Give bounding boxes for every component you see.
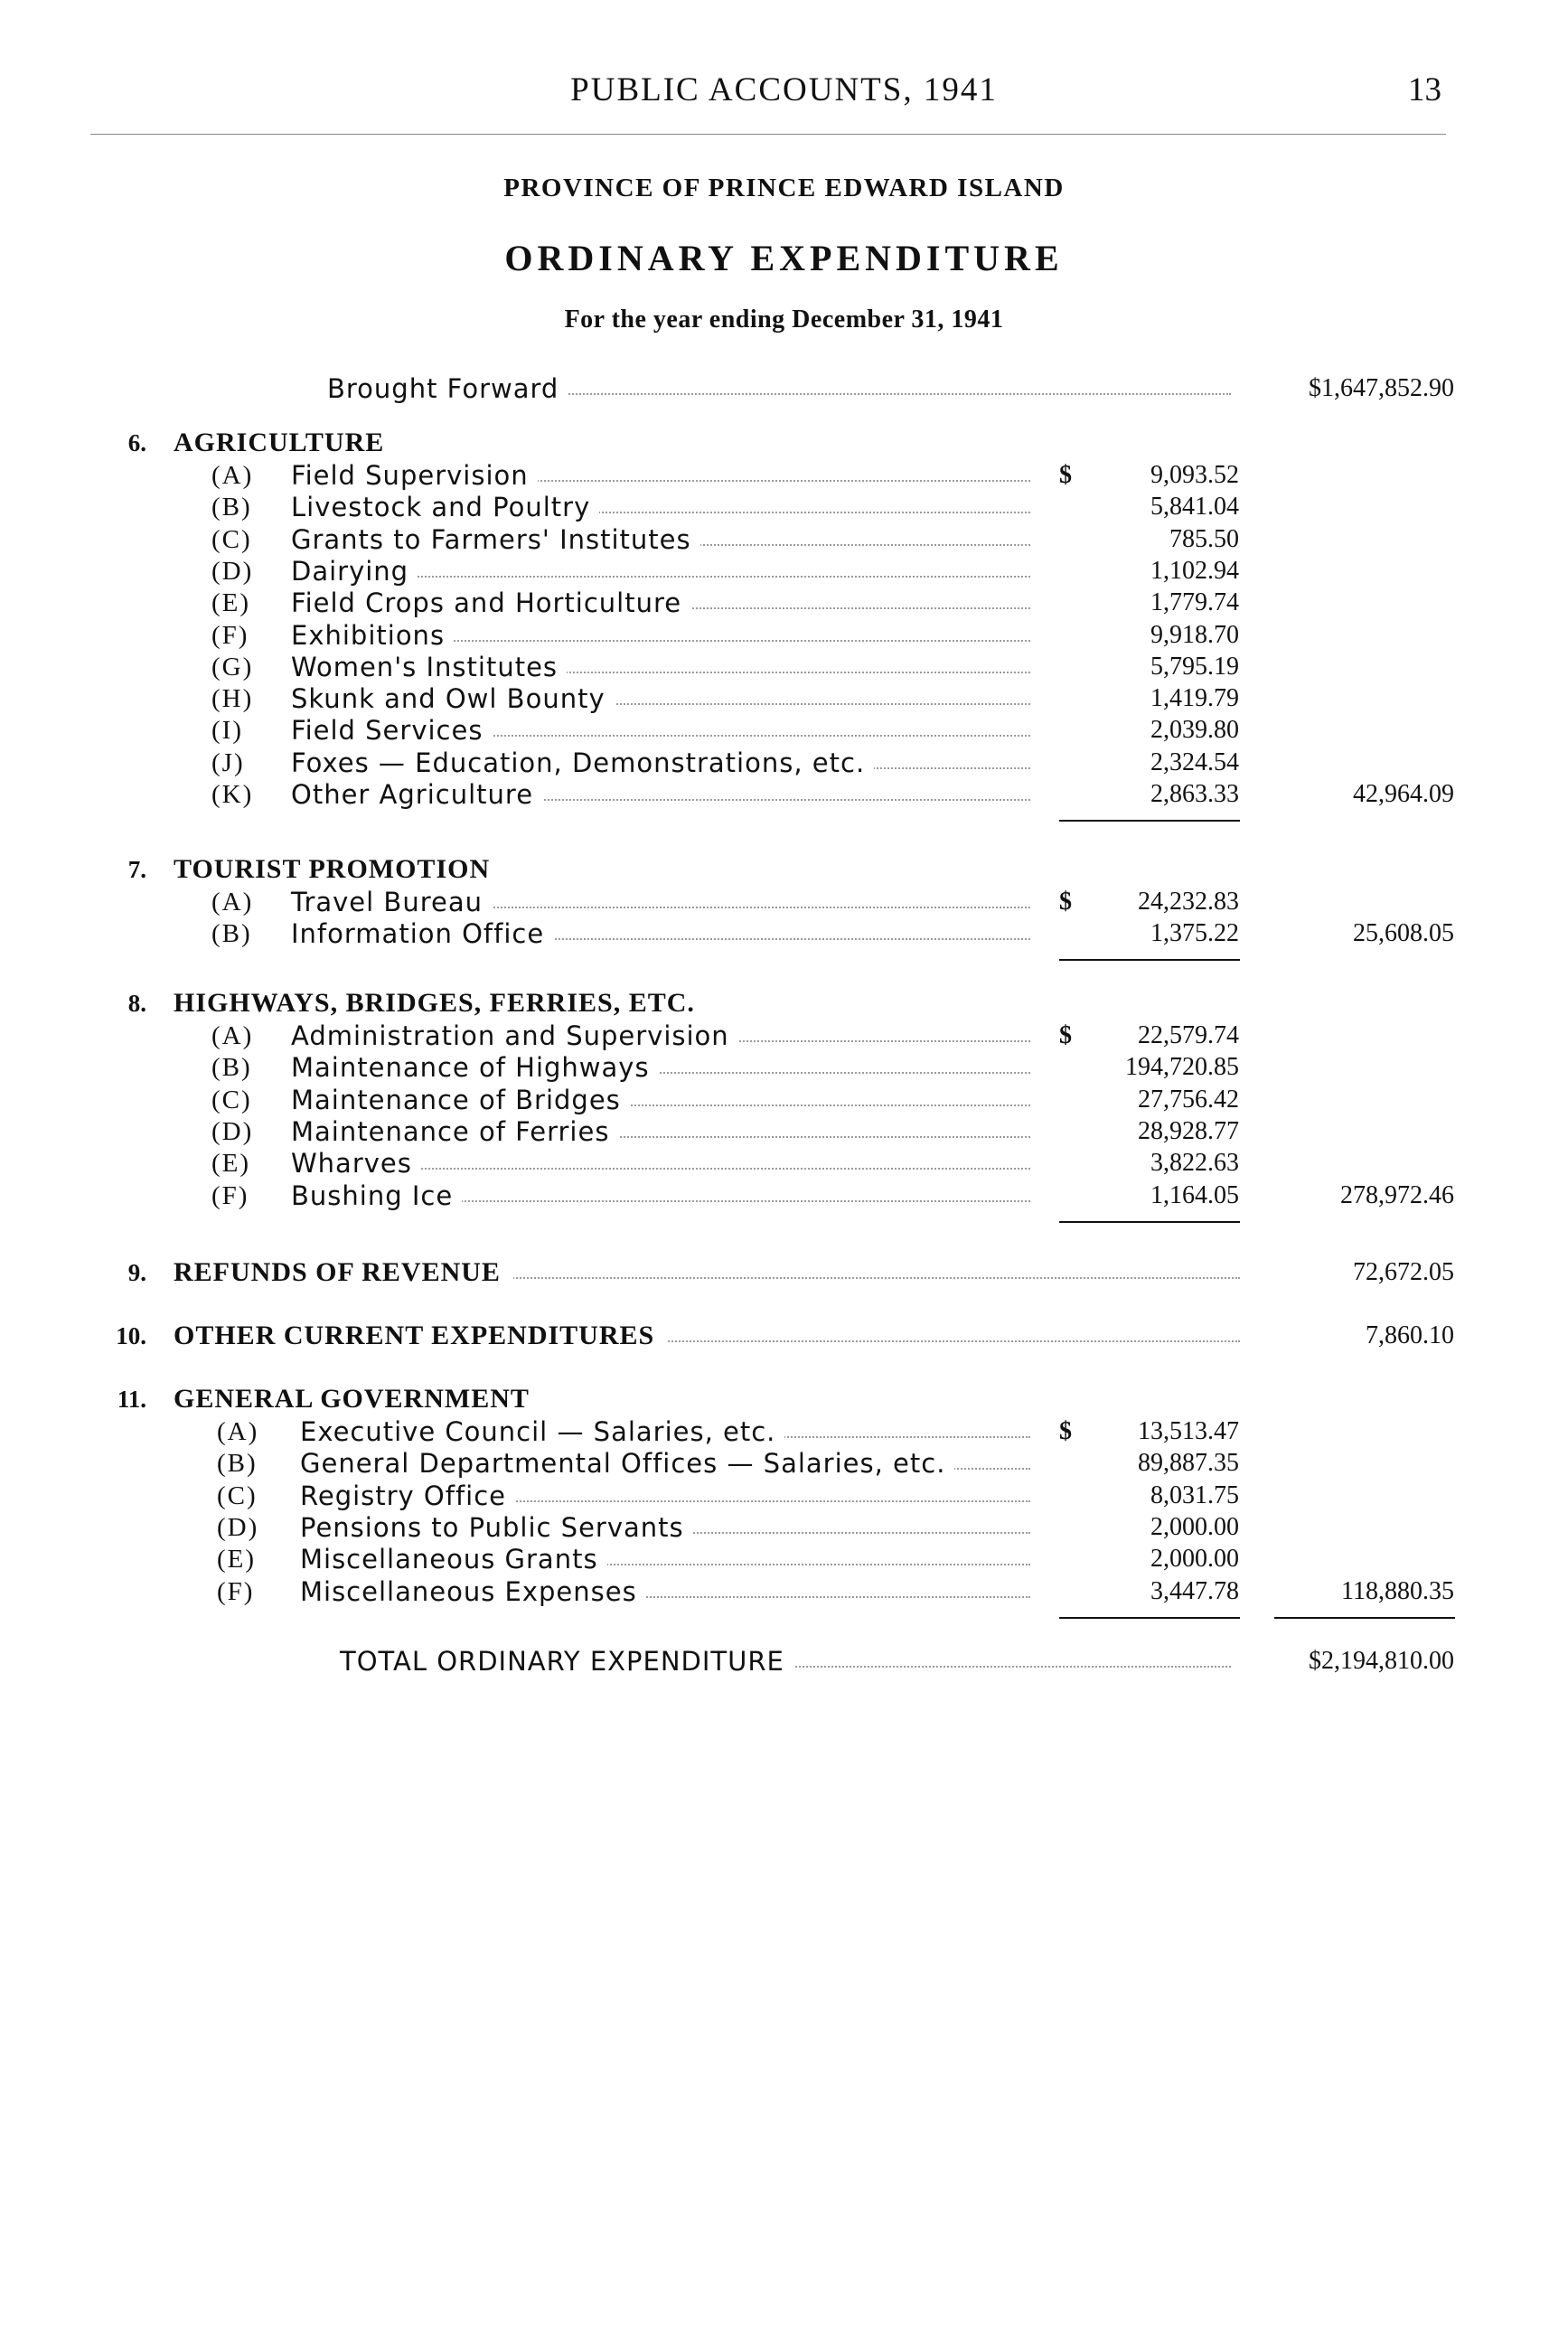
item-code: (A) (211, 461, 254, 490)
section-total: 25,608.05 (1353, 919, 1454, 948)
item-label: Field Crops and Horticulture (291, 587, 690, 619)
item-amount: 2,039.80 (1150, 716, 1239, 745)
item-amount: 5,795.19 (1150, 652, 1239, 681)
subtotal-rule (1059, 959, 1240, 961)
item-code: (D) (211, 556, 254, 586)
item-label: Exhibitions (291, 619, 454, 652)
grand-total-rule (1274, 1617, 1455, 1619)
brought-forward-row (0, 372, 1568, 405)
item-label: Field Supervision (291, 459, 538, 492)
item-leader (291, 778, 1030, 811)
item-leader (291, 1147, 1030, 1180)
item-leader (291, 619, 1030, 652)
line-item (0, 491, 1568, 523)
line-item (0, 886, 1568, 918)
section-title: AGRICULTURE (174, 427, 397, 459)
line-item (0, 459, 1568, 492)
section-number: 7. (127, 856, 146, 883)
item-amount: 9,093.52 (1150, 461, 1239, 489)
line-item (0, 523, 1568, 556)
item-amount: 1,102.94 (1150, 556, 1239, 585)
brought-forward-leader (327, 372, 1231, 405)
item-code: (A) (217, 1417, 259, 1446)
item-code: (D) (211, 1116, 254, 1146)
item-amount: 24,232.83 (1138, 888, 1239, 916)
item-amount: 2,000.00 (1150, 1512, 1239, 1541)
item-leader (291, 917, 1030, 950)
item-code: (C) (211, 1085, 252, 1114)
item-code: (A) (211, 888, 254, 916)
item-label: Other Agriculture (291, 778, 542, 811)
dollar-sign: $ (1059, 461, 1072, 489)
line-item (0, 1480, 1568, 1512)
item-leader (291, 714, 1030, 747)
item-code: (E) (217, 1545, 257, 1574)
item-code: (C) (211, 524, 252, 554)
dollar-sign: $ (1059, 1021, 1072, 1049)
item-code: (A) (211, 1021, 254, 1050)
item-leader (291, 1180, 1030, 1212)
dollar-sign: $ (1059, 888, 1072, 916)
brought-forward-label: Brought Forward (327, 372, 568, 405)
item-code: (E) (211, 1149, 251, 1179)
line-item (0, 1543, 1568, 1575)
page-number: 13 (1408, 71, 1441, 108)
brought-forward-total: $1,647,852.90 (1309, 374, 1454, 402)
item-amount: 5,841.04 (1150, 493, 1239, 522)
grand-total-value: $2,194,810.00 (1309, 1647, 1454, 1675)
line-item (0, 1511, 1568, 1544)
line-item (0, 587, 1568, 619)
province-heading: PROVINCE OF PRINCE EDWARD ISLAND (503, 174, 1065, 202)
item-label: Field Services (291, 714, 492, 747)
item-leader (300, 1447, 1030, 1480)
section-title: TOURIST PROMOTION (174, 853, 502, 886)
item-code: (E) (211, 588, 251, 618)
section-number: 6. (127, 429, 146, 456)
document-title: ORDINARY EXPENDITURE (504, 238, 1064, 278)
item-amount: 3,447.78 (1150, 1576, 1239, 1605)
subtotal-rule (1059, 1221, 1240, 1223)
running-title: PUBLIC ACCOUNTS, 1941 (570, 71, 998, 108)
item-code: (F) (217, 1576, 255, 1606)
item-amount: 1,779.74 (1150, 588, 1239, 617)
item-leader (291, 1051, 1030, 1084)
item-amount: 9,918.70 (1150, 620, 1239, 649)
item-leader (291, 747, 1030, 779)
line-item (0, 1020, 1568, 1052)
item-leader (300, 1543, 1030, 1575)
dollar-sign: $ (1059, 1417, 1072, 1445)
item-label: Livestock and Poultry (291, 491, 599, 523)
item-code: (G) (211, 652, 254, 682)
item-amount: 1,419.79 (1150, 684, 1239, 713)
item-label: Administration and Supervision (291, 1020, 738, 1052)
subtotal-rule (1059, 820, 1240, 822)
item-amount: 3,822.63 (1150, 1149, 1239, 1178)
item-label: Maintenance of Bridges (291, 1084, 630, 1116)
line-item (0, 651, 1568, 683)
section-number: 8. (127, 990, 146, 1017)
item-leader (291, 886, 1030, 918)
section-title: GENERAL GOVERNMENT (174, 1383, 542, 1415)
item-leader (291, 491, 1030, 523)
line-item (0, 619, 1568, 652)
line-item (0, 1147, 1568, 1180)
item-amount: 89,887.35 (1138, 1449, 1239, 1478)
section-number: 10. (116, 1322, 146, 1349)
item-amount: 1,164.05 (1150, 1180, 1239, 1209)
item-leader (300, 1511, 1030, 1544)
line-item (0, 747, 1568, 779)
line-item (0, 1084, 1568, 1116)
item-code: (B) (211, 1053, 252, 1083)
item-label: Pensions to Public Servants (300, 1511, 693, 1544)
item-leader (300, 1415, 1030, 1448)
item-leader (291, 587, 1030, 619)
line-item (0, 682, 1568, 715)
item-leader (291, 1115, 1030, 1148)
item-amount: 785.50 (1169, 524, 1239, 553)
section-title: HIGHWAYS, BRIDGES, FERRIES, ETC. (174, 987, 708, 1020)
section-title: REFUNDS OF REVENUE (174, 1256, 513, 1289)
section-title: OTHER CURRENT EXPENDITURES (174, 1320, 667, 1352)
item-code: (C) (217, 1480, 258, 1510)
item-amount: 194,720.85 (1125, 1053, 1239, 1082)
section-heading (0, 1256, 1568, 1289)
item-code: (I) (211, 716, 243, 746)
grand-total-label: TOTAL ORDINARY EXPENDITURE (340, 1645, 793, 1678)
section-total: 7,860.10 (1366, 1321, 1454, 1349)
section-total: 278,972.46 (1340, 1180, 1454, 1209)
section-heading (0, 987, 1568, 1020)
section-number: 9. (127, 1259, 146, 1286)
item-amount: 27,756.42 (1138, 1085, 1239, 1114)
item-amount: 2,324.54 (1150, 747, 1239, 776)
item-label: Foxes — Education, Demonstrations, etc. (291, 747, 874, 779)
item-label: Grants to Farmers' Institutes (291, 523, 700, 556)
line-item (0, 917, 1568, 950)
section-number: 11. (117, 1386, 146, 1413)
item-amount: 28,928.77 (1138, 1116, 1239, 1145)
line-item (0, 1415, 1568, 1448)
item-leader (291, 682, 1030, 715)
item-leader (300, 1575, 1030, 1608)
item-code: (B) (211, 919, 252, 949)
item-label: Registry Office (300, 1480, 515, 1512)
item-label: Miscellaneous Expenses (300, 1575, 646, 1608)
item-label: Wharves (291, 1147, 421, 1180)
item-label: Bushing Ice (291, 1180, 462, 1212)
item-leader (291, 1084, 1030, 1116)
item-code: (H) (211, 684, 254, 714)
item-amount: 1,375.22 (1150, 919, 1239, 948)
item-amount: 8,031.75 (1150, 1480, 1239, 1509)
item-code: (K) (211, 780, 254, 809)
section-total: 72,672.05 (1353, 1258, 1454, 1286)
document-subtitle: For the year ending December 31, 1941 (564, 306, 1004, 334)
section-total: 42,964.09 (1353, 780, 1454, 808)
item-code: (D) (217, 1512, 259, 1542)
item-code: (J) (211, 747, 245, 777)
item-leader (291, 1020, 1030, 1052)
grand-total-leader (340, 1645, 1231, 1678)
item-code: (F) (211, 1180, 249, 1210)
item-label: Travel Bureau (291, 886, 492, 918)
line-item (0, 1115, 1568, 1148)
line-item (0, 1447, 1568, 1480)
item-amount: 2,863.33 (1150, 780, 1239, 808)
subtotal-rule (1059, 1617, 1240, 1619)
item-code: (B) (211, 493, 252, 522)
item-code: (B) (217, 1449, 258, 1479)
section-total: 118,880.35 (1341, 1576, 1454, 1605)
section-heading (0, 427, 1568, 459)
grand-total-row (0, 1645, 1568, 1678)
line-item (0, 1575, 1568, 1608)
item-code: (F) (211, 620, 249, 650)
item-label: Information Office (291, 917, 553, 950)
line-item (0, 555, 1568, 588)
section-heading (0, 1383, 1568, 1415)
line-item (0, 714, 1568, 747)
item-label: Maintenance of Highways (291, 1051, 659, 1084)
line-item (0, 1180, 1568, 1212)
item-label: Maintenance of Ferries (291, 1115, 618, 1148)
line-item (0, 778, 1568, 811)
line-item (0, 1051, 1568, 1084)
section-heading (0, 853, 1568, 886)
item-label: Women's Institutes (291, 651, 567, 683)
item-amount: 13,513.47 (1138, 1417, 1239, 1445)
item-leader (291, 523, 1030, 556)
item-label: Dairying (291, 555, 418, 588)
item-label: General Departmental Offices — Salaries, etc. (300, 1447, 954, 1480)
item-amount: 2,000.00 (1150, 1545, 1239, 1574)
item-leader (291, 555, 1030, 588)
item-leader (300, 1480, 1030, 1512)
item-amount: 22,579.74 (1138, 1021, 1239, 1049)
item-leader (291, 651, 1030, 683)
item-leader (291, 459, 1030, 492)
item-label: Skunk and Owl Bounty (291, 682, 615, 715)
item-label: Miscellaneous Grants (300, 1543, 607, 1575)
section-heading (0, 1320, 1568, 1352)
item-label: Executive Council — Salaries, etc. (300, 1415, 784, 1448)
